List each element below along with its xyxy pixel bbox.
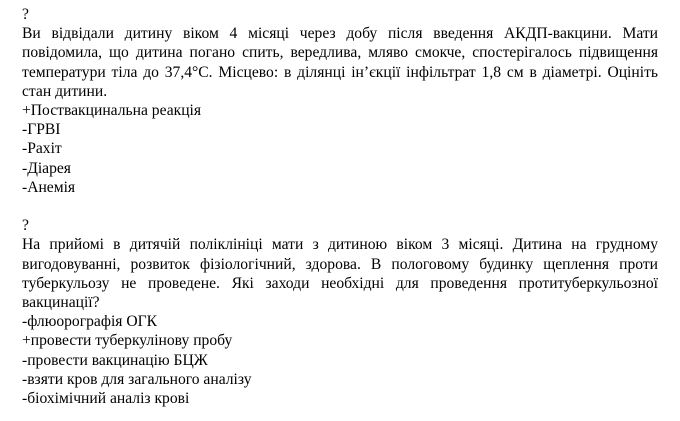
question-marker: ? — [22, 6, 29, 23]
question-marker: ? — [22, 217, 29, 235]
answer-option: -Анемія — [22, 178, 76, 196]
answer-option: -флюорографія ОГК — [22, 313, 158, 331]
answer-option-correct: +провести туберкулінову пробу — [22, 332, 233, 350]
document-body — [22, 5, 658, 408]
question-stem: Ви відвідали дитину віком 4 місяці через добу після введення АКДП-вакцини. Мати повідомила, що дитина погано спить, вередлива, мляво смокче, спостерігалось підвищення температури тіла до 37,4°С. Місцево: в ділянці ін’єкції інфільтрат 1,8 см в діаметрі. Оцініть стан дитини. — [22, 25, 658, 100]
question-2 — [22, 216, 658, 408]
answer-option: -ГРВІ — [22, 121, 61, 139]
answer-option: -провести вакцинацію БЦЖ — [22, 351, 208, 369]
answer-option: -взяти кров для загального аналізу — [22, 370, 252, 388]
question-stem: На прийомі в дитячій поліклініці мати з дитиною віком 3 місяці. Дитина на грудному вигодовуванні, розвиток фізіологічний, здорова. В пологовому будинку щеплення проти туберкульозу не проведене. Які заходи необхідні для проведення протитуберкульозної вакцинації? — [22, 236, 658, 312]
spacer — [22, 197, 658, 216]
answer-option: -Діарея — [22, 159, 71, 177]
answer-option: -біохімічний аналіз крові — [22, 390, 190, 408]
answer-option-correct: +Поствакцинальна реакція — [22, 102, 202, 120]
answer-option: -Рахіт — [22, 140, 62, 158]
question-1 — [22, 5, 658, 197]
